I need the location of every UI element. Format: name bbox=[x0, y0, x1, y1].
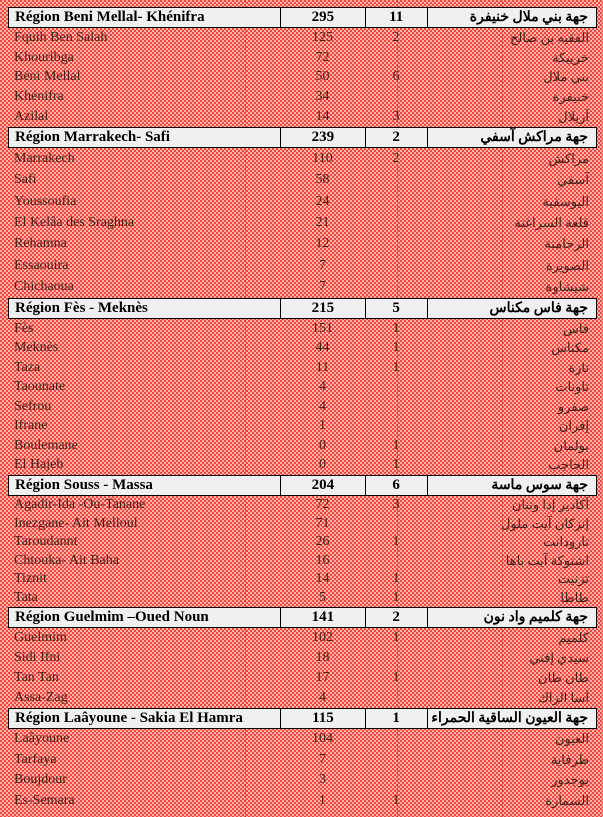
city-count: 72 bbox=[315, 497, 330, 513]
city-name-ar: خريبكة bbox=[552, 49, 589, 65]
city-secondary-count: 1 bbox=[392, 437, 400, 453]
city-name-ar: تاونات bbox=[555, 379, 589, 395]
city-count: 104 bbox=[312, 731, 333, 747]
city-row bbox=[8, 770, 597, 791]
city-name-fr: Tiznit bbox=[14, 571, 47, 587]
city-name-ar: بني ملال bbox=[543, 69, 589, 85]
city-row bbox=[8, 533, 597, 552]
city-count: 102 bbox=[312, 630, 333, 645]
city-name-ar: إفران bbox=[558, 418, 589, 434]
city-row bbox=[8, 234, 597, 255]
region-block bbox=[0, 607, 603, 708]
city-name-fr: Khouribga bbox=[14, 49, 74, 65]
city-count: 50 bbox=[315, 69, 330, 85]
city-secondary-count: 1 bbox=[392, 670, 400, 685]
city-row bbox=[8, 48, 597, 68]
city-name-fr: Béni Mellal bbox=[14, 69, 81, 85]
city-name-ar: مكناس bbox=[551, 340, 589, 356]
city-count: 14 bbox=[315, 571, 330, 587]
city-secondary-count: 2 bbox=[392, 29, 400, 45]
city-row bbox=[8, 729, 597, 750]
city-name-fr: El Hajeb bbox=[14, 457, 64, 473]
city-row bbox=[8, 339, 597, 359]
city-name-fr: Meknès bbox=[14, 340, 59, 356]
city-name-ar: الفقيه بن صالح bbox=[510, 29, 589, 45]
city-count: 26 bbox=[315, 534, 330, 550]
city-name-fr: Assa-Zag bbox=[14, 690, 68, 705]
city-row bbox=[8, 496, 597, 515]
city-row bbox=[8, 107, 597, 127]
city-name-fr: Es-Semara bbox=[14, 792, 75, 808]
region-name-fr: Région Souss - Massa bbox=[15, 477, 153, 493]
city-row bbox=[8, 552, 597, 571]
city-name-ar: تازة bbox=[568, 359, 589, 375]
city-secondary-count: 1 bbox=[392, 630, 400, 645]
city-row bbox=[8, 319, 597, 339]
city-name-ar: إنزكان آيت ملول bbox=[500, 515, 589, 531]
city-name-ar: السمارة bbox=[545, 792, 589, 808]
city-count: 16 bbox=[315, 552, 330, 568]
region-header-row bbox=[8, 607, 597, 628]
city-name-ar: شيشاوة bbox=[545, 279, 589, 295]
city-count: 58 bbox=[315, 172, 330, 188]
region-header-row bbox=[8, 7, 597, 28]
region-name-ar: جهة سوس ماسة bbox=[427, 476, 596, 495]
city-row bbox=[8, 148, 597, 169]
city-name-fr: Guelmim bbox=[14, 630, 67, 645]
city-name-ar: الحاجب bbox=[548, 457, 589, 473]
city-name-fr: Tan Tan bbox=[14, 670, 59, 685]
city-count: 7 bbox=[319, 279, 326, 295]
city-secondary-count: 1 bbox=[392, 792, 400, 808]
city-name-ar: أسا الزاك bbox=[538, 690, 589, 705]
city-count: 1 bbox=[319, 418, 326, 434]
region-secondary-count: 1 bbox=[365, 709, 427, 728]
city-count: 21 bbox=[315, 214, 330, 230]
city-name-fr: Inezgane- Ait Melloul bbox=[14, 515, 138, 531]
city-row bbox=[8, 436, 597, 456]
region-block bbox=[0, 127, 603, 298]
city-name-fr: Tarfaya bbox=[14, 751, 57, 767]
city-name-fr: Ifrane bbox=[14, 418, 48, 434]
region-name-ar: جهة بني ملال خنيفرة bbox=[427, 8, 596, 27]
region-block bbox=[0, 298, 603, 475]
city-name-fr: Fquih Ben Salah bbox=[14, 29, 108, 45]
city-count: 44 bbox=[315, 340, 330, 356]
region-name-fr: Région Laâyoune - Sakia El Hamra bbox=[15, 710, 243, 726]
city-count: 71 bbox=[315, 515, 330, 531]
city-count: 5 bbox=[319, 589, 326, 605]
region-secondary-count: 2 bbox=[365, 128, 427, 147]
city-name-ar: اليوسفية bbox=[542, 193, 589, 209]
region-name-fr: Région Beni Mellal- Khénifra bbox=[15, 9, 205, 25]
city-name-fr: Khénifra bbox=[14, 89, 64, 105]
city-secondary-count: 1 bbox=[392, 534, 400, 550]
city-name-ar: مراكش bbox=[548, 150, 589, 166]
city-row bbox=[8, 570, 597, 589]
city-row bbox=[8, 417, 597, 437]
city-row bbox=[8, 791, 597, 812]
city-count: 12 bbox=[315, 236, 330, 252]
city-name-fr: El Kelâa des Sraghna bbox=[14, 214, 135, 230]
region-name-ar: جهة كلميم واد نون bbox=[427, 608, 596, 627]
city-count: 151 bbox=[312, 320, 333, 336]
city-row bbox=[8, 648, 597, 668]
city-name-fr: Marrakech bbox=[14, 150, 75, 166]
region-total-count: 115 bbox=[280, 709, 365, 728]
city-row bbox=[8, 397, 597, 417]
city-name-ar: بولمان bbox=[553, 437, 589, 453]
city-row bbox=[8, 358, 597, 378]
city-name-fr: Sidi Ifni bbox=[14, 650, 61, 665]
city-secondary-count: 1 bbox=[392, 571, 400, 587]
city-row bbox=[8, 277, 597, 298]
region-header-row bbox=[8, 127, 597, 148]
city-row bbox=[8, 28, 597, 48]
city-name-ar: طرفاية bbox=[550, 751, 589, 767]
region-header-row bbox=[8, 708, 597, 729]
city-row bbox=[8, 589, 597, 608]
region-secondary-count: 6 bbox=[365, 476, 427, 495]
region-header-row bbox=[8, 298, 597, 319]
city-name-fr: Sefrou bbox=[14, 398, 52, 414]
city-name-ar: صفرو bbox=[557, 398, 589, 414]
city-count: 125 bbox=[312, 29, 333, 45]
city-secondary-count: 1 bbox=[392, 589, 400, 605]
city-count: 4 bbox=[319, 379, 326, 395]
region-name-fr: Région Marrakech- Safi bbox=[15, 129, 170, 145]
city-name-fr: Safi bbox=[14, 172, 37, 188]
city-count: 4 bbox=[319, 398, 326, 414]
city-count: 1 bbox=[319, 792, 326, 808]
region-name-ar: جهة فاس مكناس bbox=[427, 299, 596, 318]
city-name-ar: طاطا bbox=[560, 589, 589, 605]
city-row bbox=[8, 515, 597, 534]
region-block bbox=[0, 475, 603, 607]
city-name-fr: Boujdour bbox=[14, 772, 67, 788]
city-name-fr: Laâyoune bbox=[14, 731, 70, 747]
city-row bbox=[8, 191, 597, 212]
city-count: 7 bbox=[319, 257, 326, 273]
city-secondary-count: 6 bbox=[392, 69, 400, 85]
region-secondary-count: 11 bbox=[365, 8, 427, 27]
city-row bbox=[8, 628, 597, 648]
city-name-ar: الصويرة bbox=[545, 257, 589, 273]
region-block bbox=[0, 7, 603, 127]
city-count: 7 bbox=[319, 751, 326, 767]
city-secondary-count: 1 bbox=[392, 340, 400, 356]
region-total-count: 141 bbox=[280, 608, 365, 627]
city-name-ar: تزنيت bbox=[557, 571, 589, 587]
region-block bbox=[0, 708, 603, 811]
city-name-fr: Essaouira bbox=[14, 257, 69, 273]
region-total-count: 295 bbox=[280, 8, 365, 27]
city-count: 18 bbox=[315, 650, 330, 665]
regions-table bbox=[0, 7, 603, 811]
city-name-ar: طان طان bbox=[538, 670, 589, 685]
city-name-fr: Azilal bbox=[14, 109, 49, 125]
city-count: 34 bbox=[315, 89, 330, 105]
city-name-fr: Taroudannt bbox=[14, 534, 78, 550]
region-name-fr: Région Guelmim –Oued Noun bbox=[15, 609, 209, 625]
city-secondary-count: 1 bbox=[392, 457, 400, 473]
city-name-fr: Boulemane bbox=[14, 437, 78, 453]
city-row bbox=[8, 68, 597, 88]
city-name-fr: Taza bbox=[14, 359, 41, 375]
city-name-ar: العيون bbox=[554, 731, 589, 747]
city-name-ar: بوجدور bbox=[551, 772, 589, 788]
city-name-ar: اشتوكة آيت باها bbox=[505, 552, 589, 568]
city-name-ar: فاس bbox=[562, 320, 589, 336]
city-count: 4 bbox=[319, 690, 326, 705]
city-name-fr: Rehamna bbox=[14, 236, 67, 252]
region-name-fr: Région Fès - Meknès bbox=[15, 300, 148, 316]
city-row bbox=[8, 668, 597, 688]
city-name-ar: كلميم bbox=[558, 630, 589, 645]
city-name-fr: Chichaoua bbox=[14, 279, 74, 295]
city-name-ar: أزيلال bbox=[558, 109, 589, 125]
city-row bbox=[8, 212, 597, 233]
region-total-count: 215 bbox=[280, 299, 365, 318]
city-count: 11 bbox=[315, 359, 330, 375]
region-name-ar: جهة مراكش آسفي bbox=[427, 128, 596, 147]
city-secondary-count: 1 bbox=[392, 359, 400, 375]
city-secondary-count: 3 bbox=[392, 497, 400, 513]
city-row bbox=[8, 688, 597, 708]
city-count: 14 bbox=[315, 109, 330, 125]
city-row bbox=[8, 456, 597, 476]
city-name-fr: Chtouka- Ait Baha bbox=[14, 552, 119, 568]
city-count: 17 bbox=[315, 670, 330, 685]
city-row bbox=[8, 255, 597, 276]
city-name-ar: سيدي إفني bbox=[529, 650, 589, 665]
city-count: 0 bbox=[319, 437, 326, 453]
city-count: 0 bbox=[319, 457, 326, 473]
city-name-fr: Youssoufia bbox=[14, 193, 77, 209]
city-count: 110 bbox=[312, 150, 333, 166]
city-name-ar: آسفي bbox=[557, 172, 589, 188]
city-row bbox=[8, 87, 597, 107]
region-header-row bbox=[8, 475, 597, 496]
city-name-ar: الرحامنة bbox=[544, 236, 589, 252]
region-secondary-count: 2 bbox=[365, 608, 427, 627]
city-name-fr: Tata bbox=[14, 589, 38, 605]
city-secondary-count: 2 bbox=[392, 150, 400, 166]
city-row bbox=[8, 169, 597, 190]
city-count: 72 bbox=[315, 49, 330, 65]
city-row bbox=[8, 750, 597, 771]
city-name-fr: Agadir-Ida -Ou-Tanane bbox=[14, 497, 146, 513]
city-name-ar: خنيفرة bbox=[552, 89, 589, 105]
city-name-fr: Taounate bbox=[14, 379, 66, 395]
city-name-ar: أكادير إدا وتنان bbox=[511, 497, 589, 513]
city-row bbox=[8, 378, 597, 398]
city-name-ar: قلعة السراغنة bbox=[514, 214, 589, 230]
city-secondary-count: 1 bbox=[392, 320, 400, 336]
city-secondary-count: 3 bbox=[392, 109, 400, 125]
region-secondary-count: 5 bbox=[365, 299, 427, 318]
city-count: 3 bbox=[319, 772, 326, 788]
region-total-count: 239 bbox=[280, 128, 365, 147]
city-count: 24 bbox=[315, 193, 330, 209]
region-total-count: 204 bbox=[280, 476, 365, 495]
city-name-ar: تارودانت bbox=[543, 534, 589, 550]
region-name-ar: جهة العيون الساقية الحمراء bbox=[427, 709, 596, 728]
city-name-fr: Fès bbox=[14, 320, 34, 336]
